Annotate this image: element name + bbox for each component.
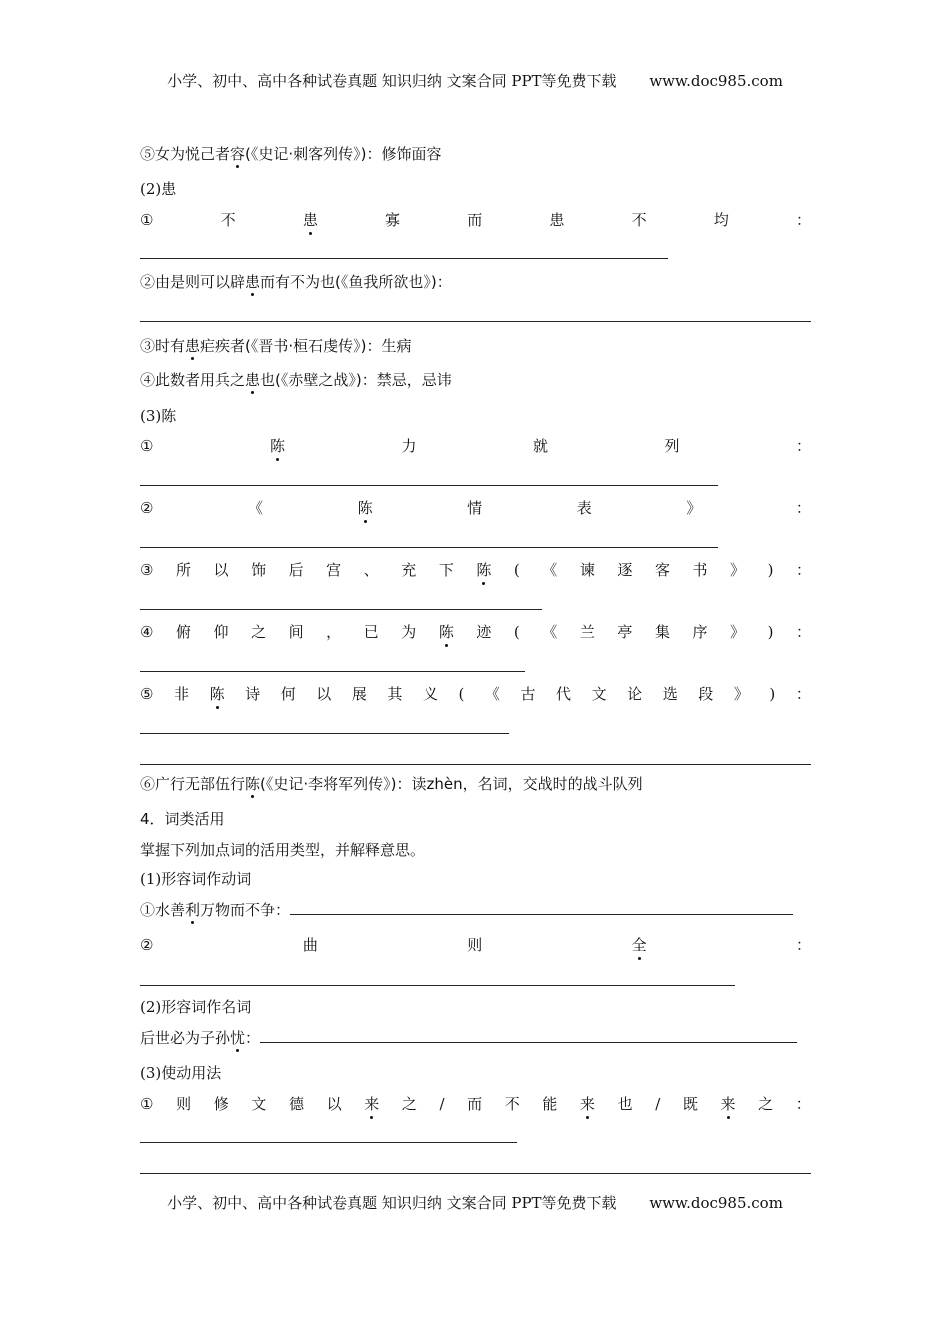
entry-huan-3: ③时有患疟疾者(《晋书·桓石虔传》)：生病 [140,337,412,355]
spaced-char: ( [458,685,465,703]
spaced-char: 能 [542,1095,558,1113]
entry-chen-1 [140,436,811,456]
spaced-char: ： [795,211,811,229]
heading-huan: (2)患 [140,180,177,198]
entry-chen-3 [140,560,811,580]
spaced-char: 仰 [213,623,229,641]
spaced-char: 书 [692,561,708,579]
spaced-char: ) [769,685,776,703]
answer-line[interactable] [140,609,542,610]
spaced-char: / [655,1095,661,1113]
spaced-char: 则 [176,1095,192,1113]
spaced-char: 而 [467,211,483,229]
spaced-char: ： [795,437,811,455]
spaced-char: 后 [288,561,304,579]
spaced-char: 患 [549,211,565,229]
spaced-char: 德 [288,1095,304,1113]
spaced-char: 间 [288,623,304,641]
answer-line[interactable] [140,733,509,734]
answer-line[interactable] [140,671,525,672]
spaced-char: 谏 [579,561,595,579]
entry-nv-5: ⑤女为悦己者容(《史记·刺客列传》)：修饰面容 [140,145,442,163]
spaced-char: 代 [556,685,572,703]
heading-causative: (3)使动用法 [140,1064,222,1082]
entry-chen-2 [140,498,811,518]
header-site: www.doc985.com [649,72,783,90]
spaced-char: 其 [387,685,403,703]
spaced-char: 义 [422,685,438,703]
spaced-char: 文 [251,1095,267,1113]
dotted-word: 患 [302,211,318,229]
dotted-word: 患 [245,273,261,291]
spaced-char: 》 [686,499,702,517]
spaced-char: 迹 [476,623,492,641]
spaced-char: ： [795,685,811,703]
dotted-word: 陈 [357,499,373,517]
spaced-char: 寡 [385,211,401,229]
spaced-char: 也 [617,1095,633,1113]
dotted-word: 陈 [438,623,454,641]
answer-line[interactable] [140,764,811,765]
footer-site: www.doc985.com [649,1194,783,1212]
dotted-word: 来 [579,1095,595,1113]
dotted-word: 陈 [245,775,261,793]
answer-line[interactable] [140,985,735,986]
spaced-char: ： [795,1095,811,1113]
spaced-char: 所 [175,561,191,579]
dotted-word: 容 [230,145,246,163]
spaced-char: 既 [682,1095,698,1113]
answer-line[interactable] [140,1173,811,1174]
entry-huan-1 [140,210,811,230]
spaced-char: 《 [542,623,558,641]
entry-adj-noun-1: 后世必为子孙忧： [140,1028,811,1048]
spaced-char: 兰 [579,623,595,641]
spaced-char: 已 [363,623,379,641]
spaced-char: 不 [220,211,236,229]
spaced-char: ① [140,211,154,229]
spaced-char: ⑤ [140,685,154,703]
spaced-char: 《 [484,685,500,703]
spaced-char: 列 [664,437,680,455]
page-header [0,70,950,91]
spaced-char: ： [795,936,811,954]
spaced-char: 以 [213,561,229,579]
spaced-char: 之 [251,623,267,641]
dotted-word: 陈 [476,561,492,579]
answer-line[interactable] [140,547,718,548]
answer-line[interactable] [140,1142,517,1143]
entry-huan-2: ②由是则可以辟患而有不为也(《鱼我所欲也》)： [140,273,452,291]
heading-chen: (3)陈 [140,407,177,425]
spaced-char: 展 [351,685,367,703]
dotted-word: 忧 [230,1029,246,1047]
footer-text: 小学、初中、高中各种试卷真题 知识归纳 文案合同 PPT等免费下载 [167,1194,617,1212]
spaced-char: ： [795,561,811,579]
dotted-word: 患 [185,337,201,355]
spaced-char: 以 [326,1095,342,1113]
spaced-char: 不 [504,1095,520,1113]
spaced-char: 古 [520,685,536,703]
spaced-char: 力 [401,437,417,455]
spaced-char: ① [140,437,154,455]
spaced-char: ④ [140,623,154,641]
spaced-char: ( [513,561,520,579]
spaced-char: 俯 [175,623,191,641]
dotted-word: 陈 [269,437,285,455]
section-title: 4．词类活用 [140,810,225,828]
spaced-char: 情 [467,499,483,517]
spaced-char: 表 [576,499,592,517]
dotted-word: 全 [631,936,647,954]
spaced-char: ( [513,623,520,641]
spaced-char: ① [140,1095,154,1113]
spaced-char: 段 [698,685,714,703]
spaced-char: 之 [401,1095,417,1113]
spaced-char: 诗 [245,685,261,703]
spaced-char: 文 [591,685,607,703]
spaced-char: 以 [316,685,332,703]
answer-line[interactable] [260,1028,797,1043]
spaced-char: ② [140,936,154,954]
spaced-char: ) [767,561,774,579]
spaced-char: 修 [213,1095,229,1113]
spaced-char: 之 [758,1095,774,1113]
dotted-word: 来 [364,1095,380,1113]
spaced-char: 《 [248,499,264,517]
dotted-word: 陈 [209,685,225,703]
spaced-char: 论 [627,685,643,703]
answer-line[interactable] [140,485,718,486]
heading-adj-verb: (1)形容词作动词 [140,870,252,888]
entry-chen-5 [140,684,811,704]
entry-chen-4 [140,622,811,642]
dotted-word: 来 [720,1095,736,1113]
dotted-word: 利 [185,901,201,919]
spaced-char: 充 [401,561,417,579]
spaced-char: 为 [401,623,417,641]
spaced-char: 何 [280,685,296,703]
answer-line[interactable] [140,258,668,259]
entry-causative-1 [140,1094,811,1114]
answer-line[interactable] [140,321,811,322]
spaced-char: 而 [467,1095,483,1113]
answer-line[interactable] [290,900,793,915]
spaced-char: 非 [174,685,190,703]
spaced-char: 不 [631,211,647,229]
spaced-char: 》 [730,623,746,641]
spaced-char: 下 [438,561,454,579]
heading-adj-noun: (2)形容词作名词 [140,998,252,1016]
spaced-char: 则 [467,936,483,954]
header-text: 小学、初中、高中各种试卷真题 知识归纳 文案合同 PPT等免费下载 [167,72,617,90]
entry-chen-6: ⑥广行无部伍行陈(《史记·李将军列传》)：读zhèn，名词，交战时的战斗队列 [140,775,643,793]
spaced-char: 选 [662,685,678,703]
spaced-char: / [439,1095,445,1113]
instruction-text: 掌握下列加点词的活用类型，并解释意思。 [140,841,426,859]
spaced-char: 就 [532,437,548,455]
spaced-char: 曲 [302,936,318,954]
spaced-char: 》 [730,561,746,579]
spaced-char: 集 [654,623,670,641]
entry-adj-verb-1: ①水善利万物而不争： [140,900,811,920]
spaced-char: 、 [363,561,379,579]
spaced-char: ， [326,623,342,641]
dotted-word: 患 [245,371,261,389]
spaced-char: ③ [140,561,154,579]
spaced-char: 《 [542,561,558,579]
spaced-char: 亭 [617,623,633,641]
spaced-char: ： [795,623,811,641]
spaced-char: ： [795,499,811,517]
spaced-char: 逐 [617,561,633,579]
spaced-char: ) [767,623,774,641]
spaced-char: ② [140,499,154,517]
spaced-char: 宫 [326,561,342,579]
spaced-char: 饰 [251,561,267,579]
entry-huan-4: ④此数者用兵之患也(《赤壁之战》)：禁忌，忌讳 [140,371,452,389]
spaced-char: 均 [713,211,729,229]
entry-adj-verb-2 [140,935,811,955]
page-footer [0,1192,950,1213]
spaced-char: 》 [733,685,749,703]
spaced-char: 序 [692,623,708,641]
spaced-char: 客 [654,561,670,579]
